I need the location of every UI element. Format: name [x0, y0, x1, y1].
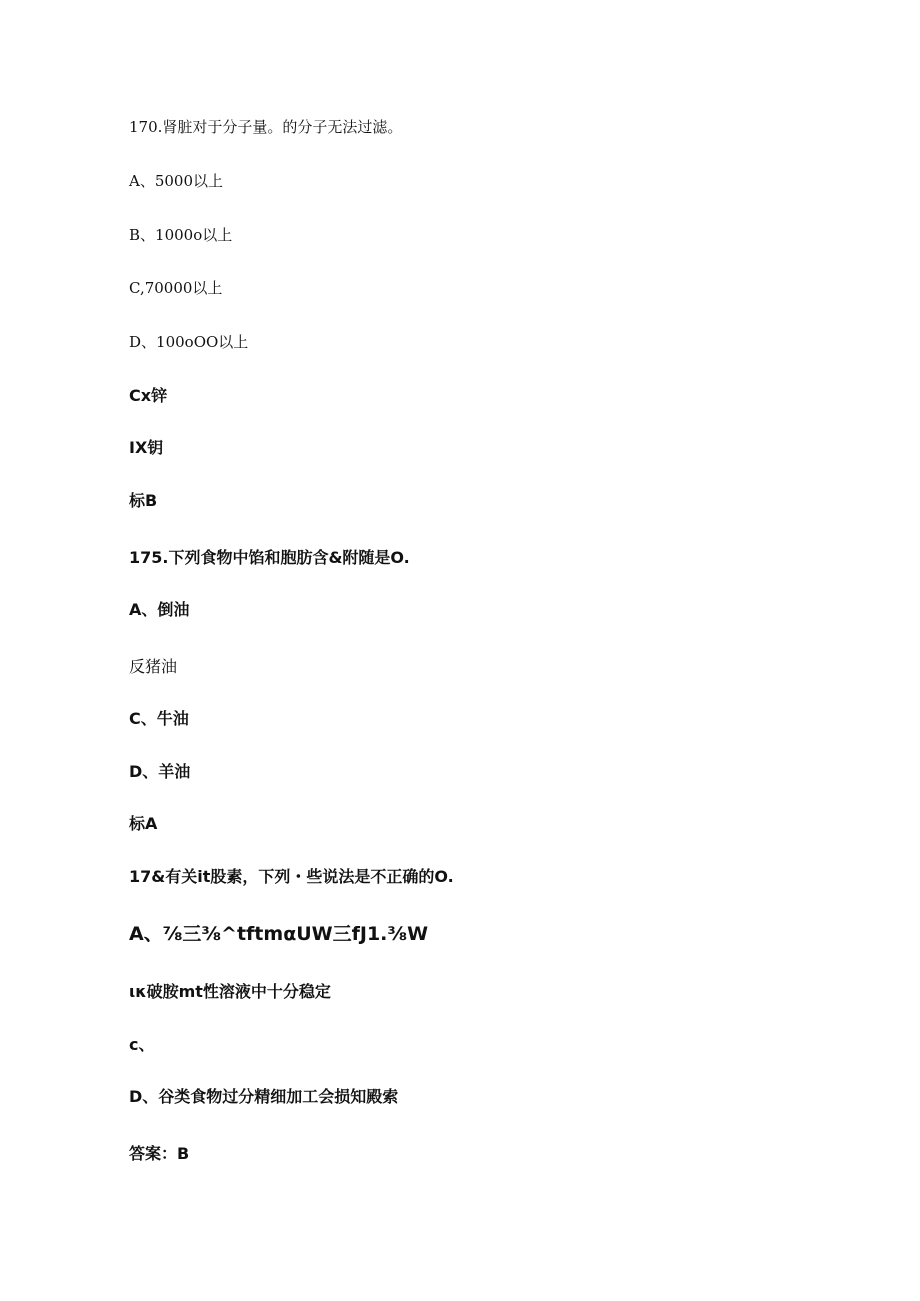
option-a-garbled-text: A、⅞三⅜^tftmαUW三fJ1.⅜W [129, 923, 429, 945]
option-c-text: c、 [129, 1035, 155, 1054]
option-c-zinc-text: Cx锌 [129, 386, 168, 405]
question-170-text: 170.肾脏对于分子量。的分子无法过滤。 [129, 118, 403, 136]
option-b-text: ικ破胺mt性溶液中十分稳定 [129, 982, 331, 1001]
question-178-text: 17&有关it股素，下列・些说法是不正确的O. [129, 867, 454, 886]
option-c-text: C,70000以上 [129, 279, 223, 297]
answer-text: 标B [129, 491, 158, 510]
option-a-text: A、5000以上 [129, 172, 224, 190]
question-175-text: 175.下列食物中馅和胞肪含&附随是O. [129, 548, 410, 567]
answer-text: 标A [129, 814, 158, 833]
option-d-text-2: IX钥 [129, 438, 164, 457]
answer-text: 答案：B [129, 1144, 190, 1163]
option-b-text: 反猪油 [129, 657, 178, 676]
option-a-text: A、倒油 [129, 600, 190, 619]
option-d-text: D、羊油 [129, 762, 191, 781]
option-c-text: C、牛油 [129, 709, 189, 728]
option-d-text: D、100oOO以上 [129, 333, 249, 351]
option-d-text: D、谷类食物过分精细加工会损知殿索 [129, 1087, 399, 1106]
option-b-text: B、1000o以上 [129, 226, 233, 244]
